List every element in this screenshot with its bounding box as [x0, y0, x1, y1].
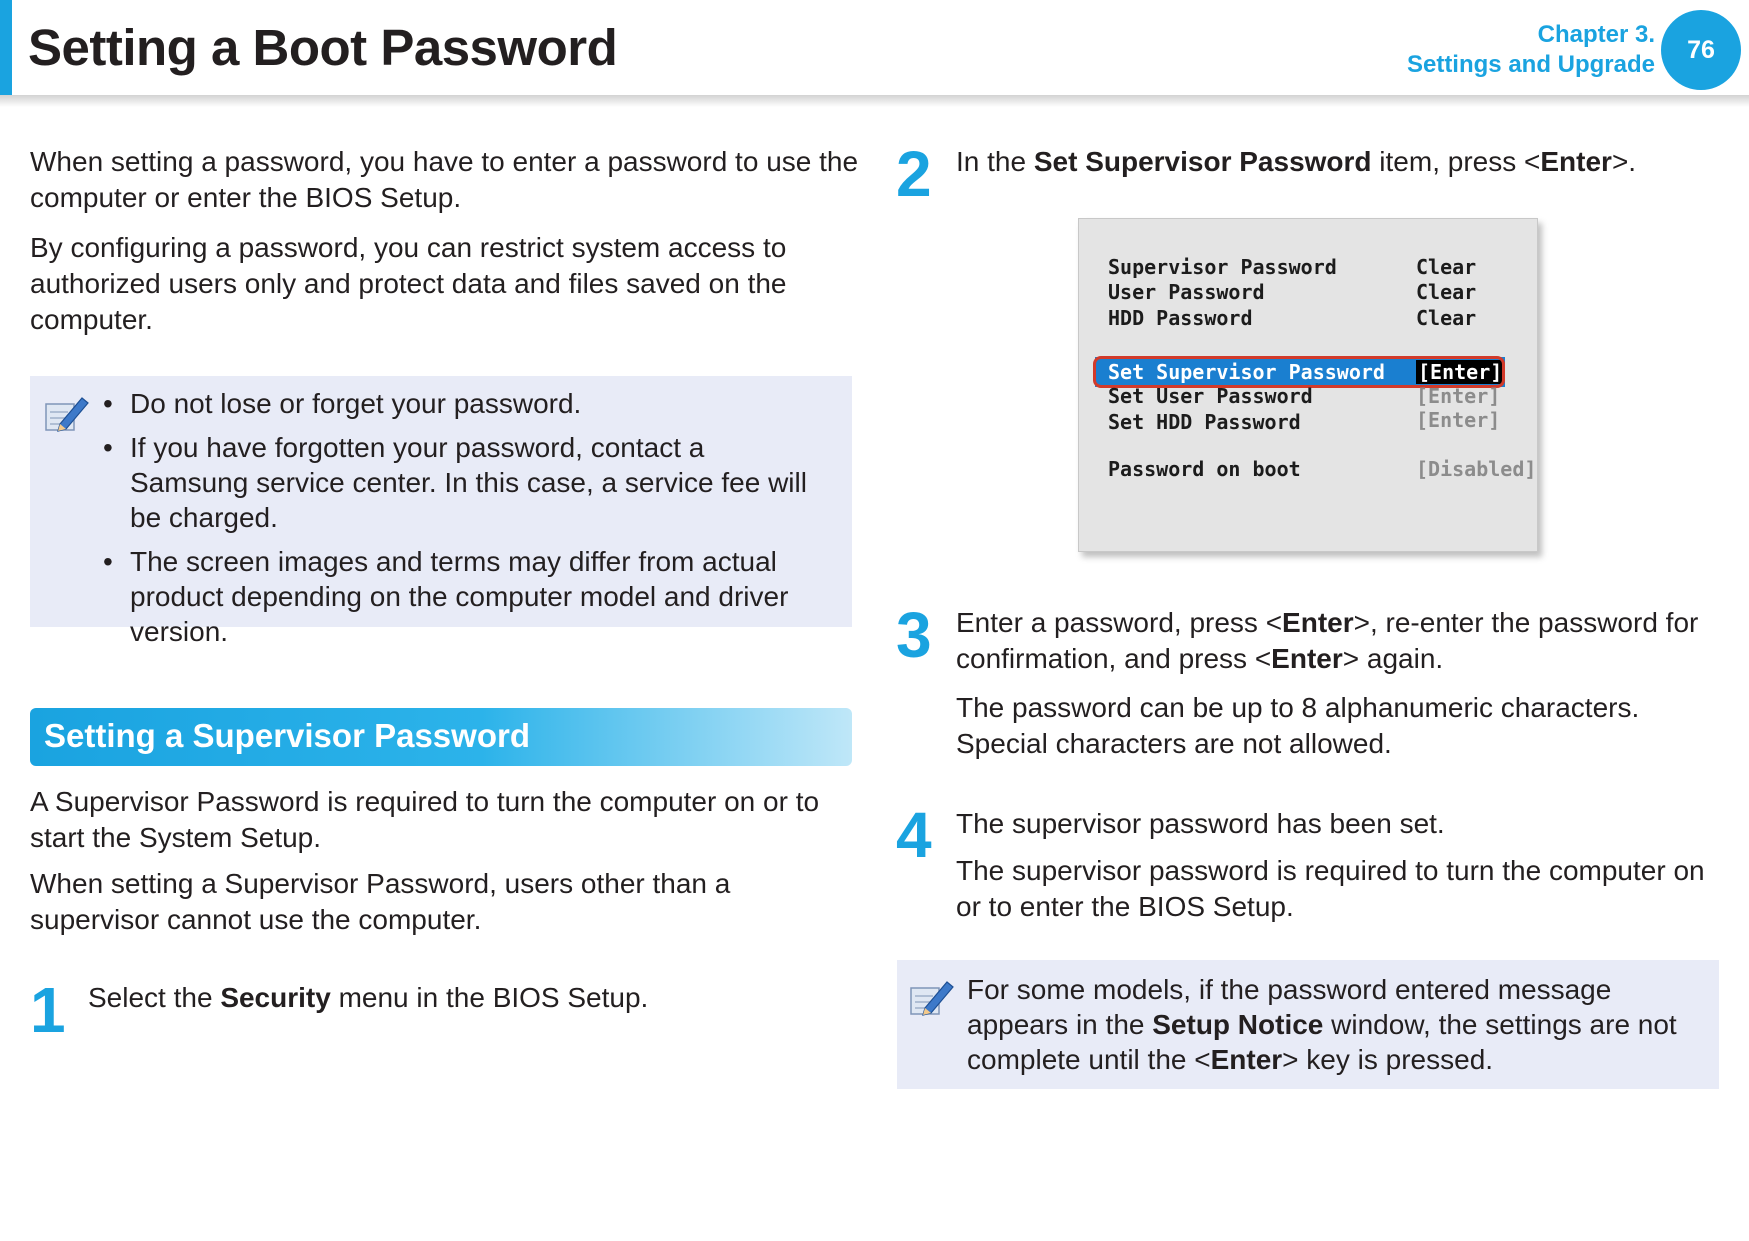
section-paragraph-2: When setting a Supervisor Password, users other than a supervisor cannot use the computer.: [30, 868, 731, 935]
header-divider: [0, 95, 1749, 107]
bios-label: Set HDD Password: [1108, 410, 1301, 434]
step-4-number: 4: [896, 799, 932, 871]
list-item: • If you have forgotten your password, contact a Samsung service center. In this case, a service fee will be charged.: [103, 432, 807, 533]
bios-value: Clear: [1416, 280, 1477, 304]
bios-selected-label: Set Supervisor Password: [1108, 360, 1385, 384]
list-item: • Do not lose or forget your password.: [103, 388, 582, 419]
note-2-text: For some models, if the password entered message appears in the Setup Notice window, the settings are not complete until the <Enter> key is pressed.: [967, 974, 1677, 1075]
note-bullet-list: [103, 386, 830, 658]
bios-label: Password on boot: [1108, 457, 1301, 481]
bios-selected-value: [Enter]: [1418, 360, 1503, 384]
bios-label: User Password: [1108, 280, 1265, 304]
step-4-text: The supervisor password has been set.: [956, 808, 1445, 839]
bios-value: Clear: [1416, 255, 1477, 279]
section-title: Setting a Supervisor Password: [44, 717, 530, 754]
bios-label: HDD Password: [1108, 306, 1253, 330]
step-1-text: Select the Security menu in the BIOS Setup.: [88, 982, 649, 1013]
page-title: Setting a Boot Password: [28, 19, 618, 76]
bios-value: [Enter]: [1416, 384, 1501, 408]
pencil-note-icon: [42, 390, 90, 438]
chapter-label: [1407, 20, 1655, 80]
chapter-number: Chapter 3.: [1537, 21, 1655, 48]
note-box: [897, 960, 1719, 1089]
bios-value: [Disabled]: [1416, 457, 1537, 481]
bios-value: [Enter]: [1416, 408, 1501, 432]
chapter-name: Settings and Upgrade: [1406, 51, 1655, 78]
page-number-badge: 76: [1661, 10, 1741, 90]
step-4-note: The supervisor password is required to turn the computer on or to enter the BIOS Setup.: [956, 855, 1705, 922]
bios-label: Supervisor Password: [1108, 255, 1337, 279]
list-item: • The screen images and terms may differ from actual product depending on the computer model and driver version.: [103, 546, 789, 647]
header-accent-bar: [0, 0, 12, 95]
note-box: [30, 376, 852, 647]
step-2-number: 2: [896, 138, 932, 210]
step-3-number: 3: [896, 599, 932, 671]
step-3-note: The password can be up to 8 alphanumeric characters. Special characters are not allowed.: [956, 692, 1640, 759]
bios-label: Set User Password: [1108, 384, 1313, 408]
intro-paragraph-2: By configuring a password, you can restrict system access to authorized users only and protect data and files saved on the computer.: [30, 232, 787, 335]
section-paragraph-1: A Supervisor Password is required to turn the computer on or to start the System Setup.: [30, 786, 820, 853]
bios-value: Clear: [1416, 306, 1477, 330]
step-3-text: Enter a password, press <Enter>, re-enter the password for confirmation, and press <Enter> again.: [956, 607, 1699, 674]
intro-paragraph-1: When setting a password, you have to enter a password to use the computer or enter the BIOS Setup.: [30, 146, 859, 213]
pencil-note-icon: [907, 974, 955, 1022]
bios-security-screenshot: [1078, 218, 1538, 552]
step-2-text: In the Set Supervisor Password item, press <Enter>.: [956, 146, 1637, 177]
section-heading-bar: [30, 708, 852, 766]
step-1-number: 1: [30, 974, 66, 1046]
